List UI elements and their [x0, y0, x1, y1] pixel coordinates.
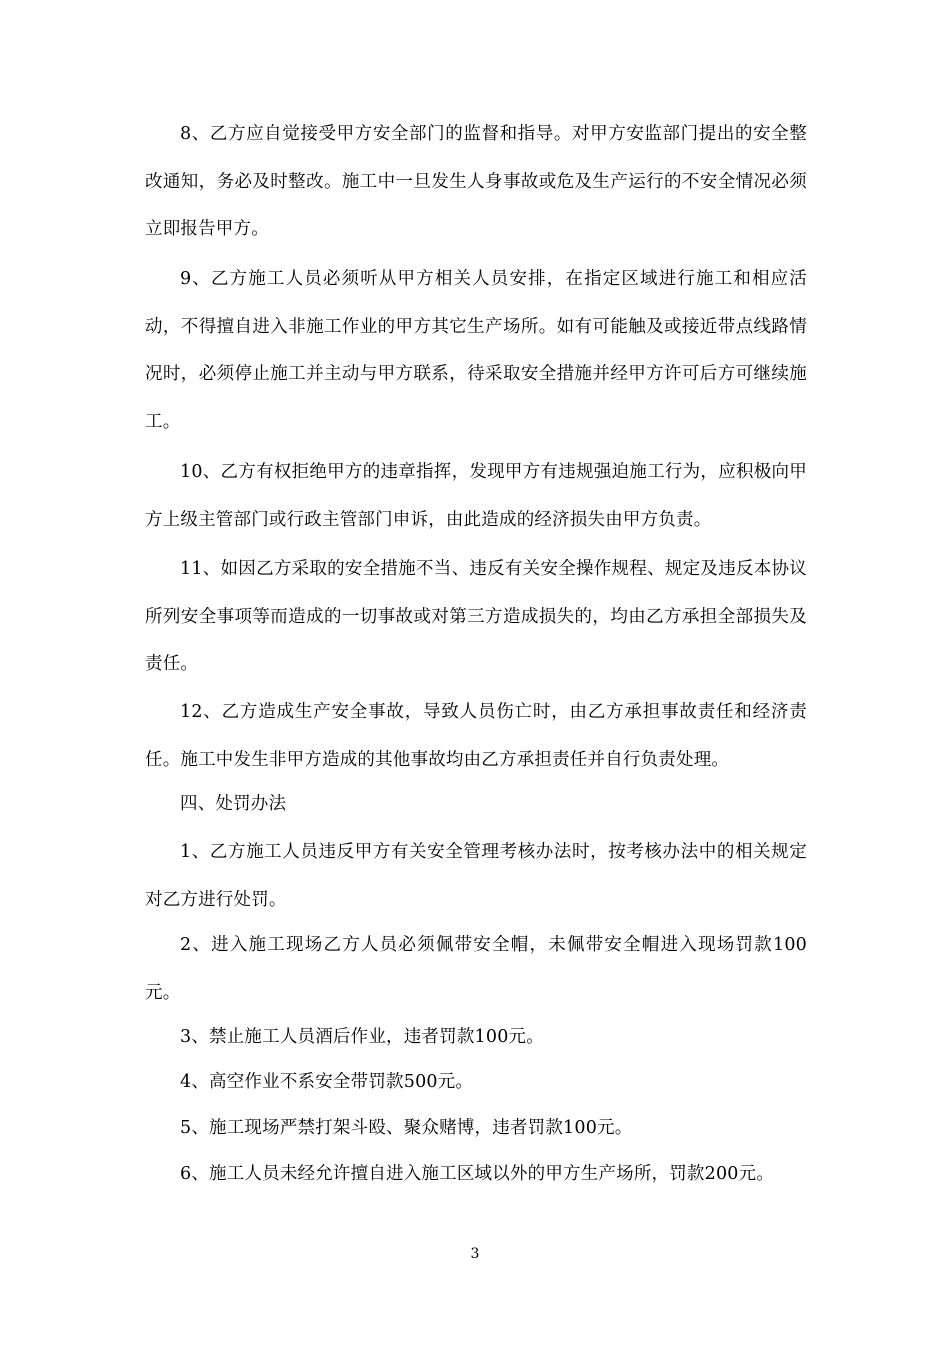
paragraph-item-10: 10、乙方有权拒绝甲方的违章指挥，发现甲方有违规强迫施工行为，应积极向甲方上级主管部门或行政主管部门申诉，由此造成的经济损失由甲方负责。 — [145, 462, 807, 530]
penalty-item-5: 5、施工现场严禁打架斗殴、聚众赌博，违者罚款100元。 — [180, 1118, 633, 1138]
penalty-item-2: 2、进入施工现场乙方人员必须佩带安全帽，未佩带安全帽进入现场罚款100元。 — [145, 935, 807, 1003]
penalty-item-6: 6、施工人员未经允许擅自进入施工区域以外的甲方生产场所，罚款200元。 — [180, 1164, 775, 1184]
penalty-item-4: 4、高空作业不系安全带罚款500元。 — [180, 1072, 474, 1092]
penalty-item-3: 3、禁止施工人员酒后作业，违者罚款100元。 — [180, 1027, 544, 1047]
page-number: 3 — [470, 1246, 480, 1262]
paragraph-item-8: 8、乙方应自觉接受甲方安全部门的监督和指导。对甲方安监部门提出的安全整改通知，务必及时整改。施工中一旦发生人身事故或危及生产运行的不安全情况必须立即报告甲方。 — [145, 124, 807, 239]
paragraph-item-11: 11、如因乙方采取的安全措施不当、违反有关安全操作规程、规定及违反本协议所列安全事项等而造成的一切事故或对第三方造成损失的，均由乙方承担全部损失及责任。 — [145, 559, 807, 674]
paragraph-item-12: 12、乙方造成生产安全事故，导致人员伤亡时，由乙方承担事故责任和经济责任。施工中发生非甲方造成的其他事故均由乙方承担责任并自行负责处理。 — [145, 702, 807, 770]
paragraph-item-9: 9、乙方施工人员必须听从甲方相关人员安排，在指定区域进行施工和相应活动，不得擅自进入非施工作业的甲方其它生产场所。如有可能触及或接近带点线路情况时，必须停止施工并主动与甲方联系，待采取安全措施并经甲方许可后方可继续施工。 — [145, 269, 807, 432]
penalty-item-1: 1、乙方施工人员违反甲方有关安全管理考核办法时，按考核办法中的相关规定对乙方进行处罚。 — [145, 842, 807, 910]
section-heading-penalties: 四、处罚办法 — [180, 794, 287, 814]
